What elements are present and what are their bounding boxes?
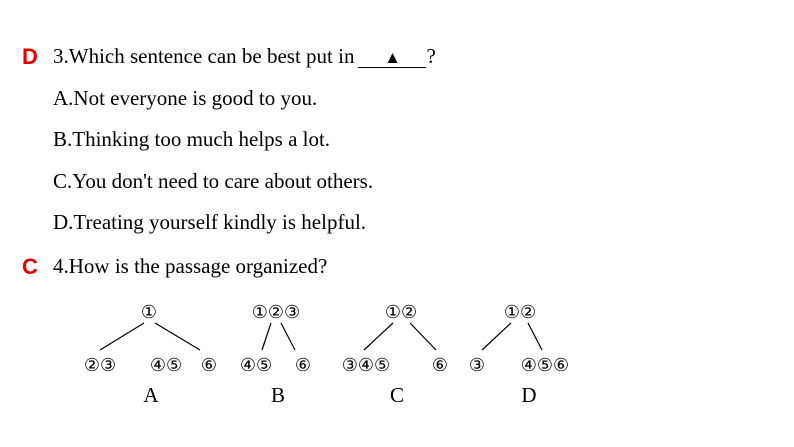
diagram-b-branch-left <box>262 323 271 350</box>
diagram-a-top: ① <box>140 302 158 323</box>
q4-question: 4.How is the passage organized? <box>53 254 328 278</box>
diagram-d-top: ①② <box>503 302 537 323</box>
diagram-a-branch-left <box>100 323 144 350</box>
q3-question-text: 3.Which sentence can be best put in <box>53 44 355 68</box>
diagram-c-branch-left <box>364 323 393 350</box>
diagram-d-right: ④⑤⑥ <box>520 355 570 376</box>
diagram-a-branch-right <box>155 323 200 350</box>
diagram-a-left: ②③ <box>83 355 117 376</box>
diagram-c-branch-right <box>410 323 436 350</box>
diagram-c <box>342 302 448 407</box>
diagram-c-right: ⑥ <box>431 355 449 376</box>
diagram-b <box>240 302 311 407</box>
q4-answer: C <box>22 254 38 279</box>
q3-option-c: C.You don't need to care about others. <box>53 169 374 193</box>
diagram-b-top: ①②③ <box>251 302 301 323</box>
diagram-d-left: ③ <box>468 355 486 376</box>
diagram-a-label: A <box>143 383 159 407</box>
diagram-a-far: ⑥ <box>200 355 218 376</box>
diagram-d-branch-right <box>528 323 542 350</box>
diagram-d <box>469 302 569 407</box>
diagram-a-right: ④⑤ <box>149 355 183 376</box>
q3-question-end: ? <box>426 44 436 68</box>
diagram-c-label: C <box>389 383 405 407</box>
diagram-b-branch-right <box>281 323 295 350</box>
diagram-d-label: D <box>521 383 537 407</box>
q3-option-d: D.Treating yourself kindly is helpful. <box>53 210 367 234</box>
diagram-b-label: B <box>270 383 286 407</box>
q3-option-b: B.Thinking too much helps a lot. <box>53 127 331 151</box>
diagram-c-top: ①② <box>384 302 418 323</box>
diagram-b-right: ⑥ <box>294 355 312 376</box>
diagram-d-branch-left <box>482 323 511 350</box>
triangle-icon: ▲ <box>384 48 401 67</box>
diagram-a <box>84 302 217 407</box>
diagram-b-left: ④⑤ <box>239 355 273 376</box>
q3-option-a: A.Not everyone is good to you. <box>53 86 318 110</box>
q3-answer: D <box>22 44 38 69</box>
diagram-c-left: ③④⑤ <box>341 355 391 376</box>
